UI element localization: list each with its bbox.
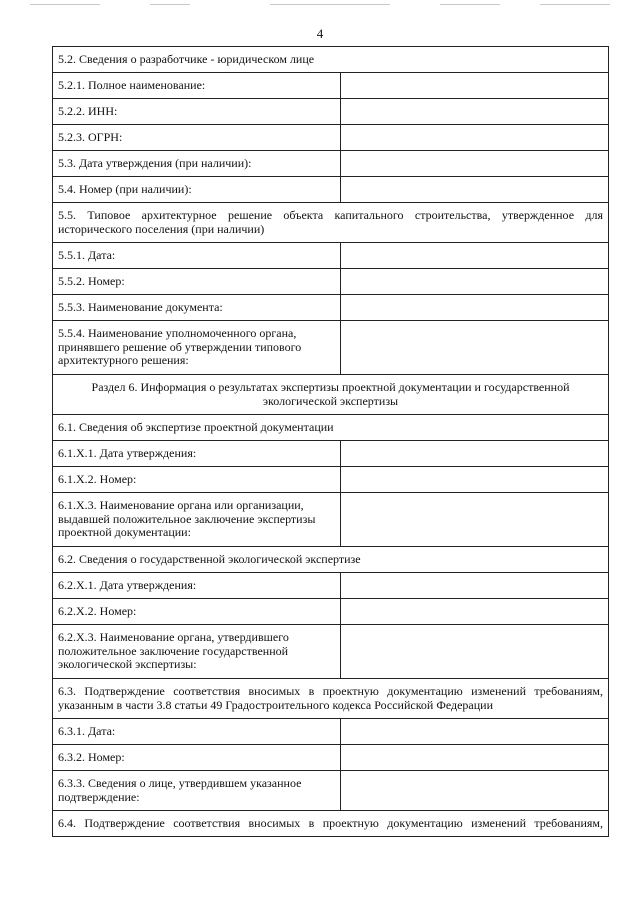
- field-label: 6.1.Х.3. Наименование органа или организации, выдавшей положительное заключение экспертизы проектной документации:: [53, 493, 341, 547]
- field-row: [53, 441, 609, 467]
- field-label: 5.5.4. Наименование уполномоченного органа, принявшего решение об утверждении типового архитектурного решения:: [53, 321, 341, 375]
- field-row: [53, 493, 609, 547]
- field-row: [53, 151, 609, 177]
- field-value-cell[interactable]: [341, 73, 609, 99]
- field-row: [53, 599, 609, 625]
- field-label: 5.5.3. Наименование документа:: [53, 295, 341, 321]
- section-heading: [53, 679, 609, 719]
- field-label: 6.2.Х.2. Номер:: [53, 599, 341, 625]
- field-row: [53, 269, 609, 295]
- field-row: [53, 125, 609, 151]
- section-row: [53, 203, 609, 243]
- field-row: [53, 745, 609, 771]
- field-label: 6.2.Х.3. Наименование органа, утвердившего положительное заключение государственной экологической экспертизы:: [53, 625, 341, 679]
- field-value-cell[interactable]: [341, 771, 609, 811]
- section-heading: 6.2. Сведения о государственной экологической экспертизе: [53, 547, 609, 573]
- field-value-cell[interactable]: [341, 599, 609, 625]
- field-value-cell[interactable]: [341, 625, 609, 679]
- field-value-cell[interactable]: [341, 719, 609, 745]
- field-value-cell[interactable]: [341, 321, 609, 375]
- field-row: [53, 177, 609, 203]
- field-row: [53, 321, 609, 375]
- field-label: 6.1.Х.2. Номер:: [53, 467, 341, 493]
- form-table: [52, 46, 609, 837]
- section-heading-line: 6.3. Подтверждение соответствия вносимых в проектную документацию изменений требованиям,: [58, 683, 604, 698]
- field-label: 5.4. Номер (при наличии):: [53, 177, 341, 203]
- section-heading-line: Раздел 6. Информация о результатах экспертизы проектной документации и государственной: [91, 379, 570, 394]
- field-label: 5.5.2. Номер:: [53, 269, 341, 295]
- page-number: 4: [316, 26, 324, 41]
- field-value-cell[interactable]: [341, 177, 609, 203]
- field-row: [53, 771, 609, 811]
- field-row: [53, 625, 609, 679]
- field-value-cell[interactable]: [341, 295, 609, 321]
- section-heading: 5.2. Сведения о разработчике - юридическом лице: [53, 47, 609, 73]
- field-label: 6.3.3. Сведения о лице, утвердившем указанное подтверждение:: [53, 771, 341, 811]
- section-row: [53, 679, 609, 719]
- field-value-cell[interactable]: [341, 151, 609, 177]
- scan-artifact-lines: [0, 4, 640, 8]
- section-row: [53, 415, 609, 441]
- field-value-cell[interactable]: [341, 125, 609, 151]
- section-heading: 6.1. Сведения об экспертизе проектной документации: [53, 415, 609, 441]
- field-value-cell[interactable]: [341, 573, 609, 599]
- field-label: 6.3.2. Номер:: [53, 745, 341, 771]
- section-heading: [53, 811, 609, 837]
- section-heading-line: экологической экспертизы: [262, 393, 399, 408]
- section-heading-line: исторического поселения (при наличии): [58, 221, 265, 236]
- field-label: 6.3.1. Дата:: [53, 719, 341, 745]
- section-heading-line: указанным в части 3.8 статьи 49 Градостроительного кодекса Российской Федерации: [58, 697, 494, 712]
- section-row: [53, 375, 609, 415]
- field-value-cell[interactable]: [341, 269, 609, 295]
- field-label: 6.2.Х.1. Дата утверждения:: [53, 573, 341, 599]
- field-row: [53, 99, 609, 125]
- field-label: 5.5.1. Дата:: [53, 243, 341, 269]
- section-heading: [53, 203, 609, 243]
- field-label: 5.2.2. ИНН:: [53, 99, 341, 125]
- field-row: [53, 573, 609, 599]
- section-heading-line: 6.4. Подтверждение соответствия вносимых в проектную документацию изменений требованиям,: [58, 815, 604, 830]
- field-row: [53, 295, 609, 321]
- section-row: [53, 47, 609, 73]
- field-value-cell[interactable]: [341, 99, 609, 125]
- field-value-cell[interactable]: [341, 467, 609, 493]
- field-label: 5.2.1. Полное наименование:: [53, 73, 341, 99]
- field-value-cell[interactable]: [341, 745, 609, 771]
- section-row: [53, 547, 609, 573]
- field-label: 6.1.Х.1. Дата утверждения:: [53, 441, 341, 467]
- field-value-cell[interactable]: [341, 441, 609, 467]
- field-row: [53, 243, 609, 269]
- field-label: 5.2.3. ОГРН:: [53, 125, 341, 151]
- field-row: [53, 73, 609, 99]
- field-value-cell[interactable]: [341, 493, 609, 547]
- field-row: [53, 719, 609, 745]
- field-row: [53, 467, 609, 493]
- field-value-cell[interactable]: [341, 243, 609, 269]
- section-heading-line: 5.5. Типовое архитектурное решение объекта капитального строительства, утвержденное для: [58, 207, 604, 222]
- section-heading: [53, 375, 609, 415]
- section-row: [53, 811, 609, 837]
- field-label: 5.3. Дата утверждения (при наличии):: [53, 151, 341, 177]
